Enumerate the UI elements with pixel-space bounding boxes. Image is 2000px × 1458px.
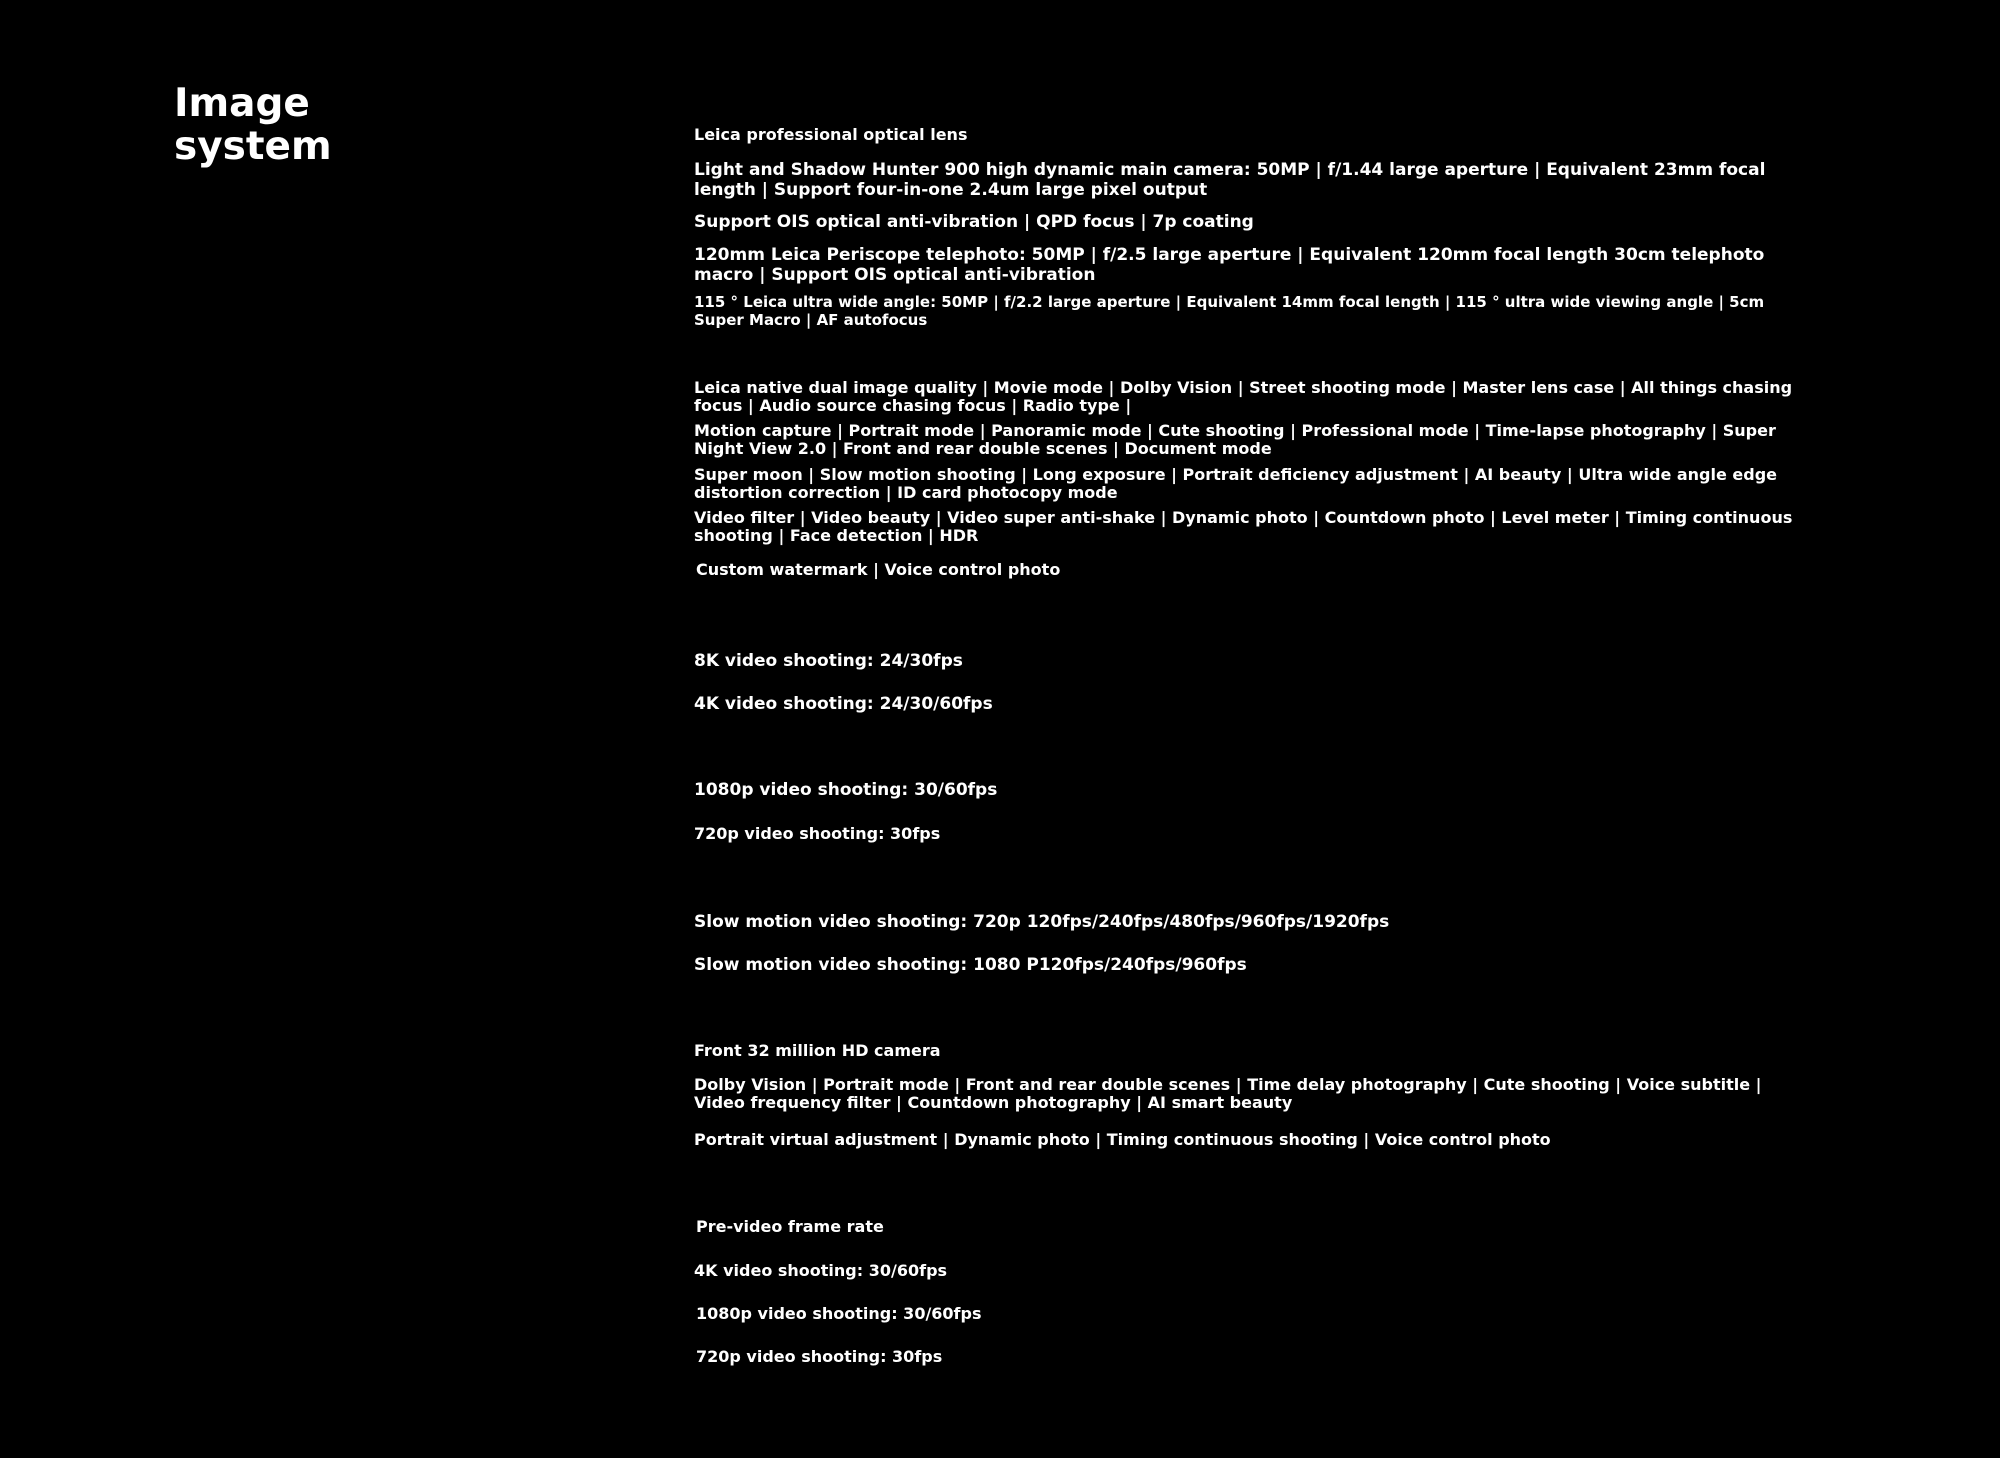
front-video-720p: 720p video shooting: 30fps xyxy=(696,1347,943,1366)
front-video-4k: 4K video shooting: 30/60fps xyxy=(694,1261,948,1280)
telephoto-spec: 120mm Leica Periscope telephoto: 50MP | f/2.5 large aperture | Equivalent 120mm focal length 30cm telephoto macro | Support OIS optical anti-vibration xyxy=(694,245,1765,285)
ultra-wide-spec: 115 ° Leica ultra wide angle: 50MP | f/2.2 large aperture | Equivalent 14mm focal length | 115 ° ultra wide viewing angle | 5cm Super Macro | AF autofocus xyxy=(694,293,1765,329)
front-video-heading: Pre-video frame rate xyxy=(696,1217,884,1236)
shooting-modes-line-4: Video filter | Video beauty | Video super anti-shake | Dynamic photo | Countdown photo | Level meter | Timing continuous shooting | Face detection | HDR xyxy=(694,508,1793,545)
front-camera-heading: Front 32 million HD camera xyxy=(694,1041,941,1060)
video-1080p: 1080p video shooting: 30/60fps xyxy=(694,780,998,800)
front-video-1080p: 1080p video shooting: 30/60fps xyxy=(696,1304,982,1323)
page-title: Image system xyxy=(174,81,332,169)
shooting-modes-line-5: Custom watermark | Voice control photo xyxy=(696,560,1061,579)
front-camera-features-1: Dolby Vision | Portrait mode | Front and rear double scenes | Time delay photography | Cute shooting | Voice subtitle | Video frequency filter | Countdown photography | AI smart beauty xyxy=(694,1075,1762,1112)
lens-heading: Leica professional optical lens xyxy=(694,125,968,144)
video-720p: 720p video shooting: 30fps xyxy=(694,824,941,843)
main-camera-features: Support OIS optical anti-vibration | QPD focus | 7p coating xyxy=(694,212,1254,232)
video-8k: 8K video shooting: 24/30fps xyxy=(694,651,963,671)
video-4k: 4K video shooting: 24/30/60fps xyxy=(694,694,993,714)
slow-motion-720p: Slow motion video shooting: 720p 120fps/240fps/480fps/960fps/1920fps xyxy=(694,912,1390,932)
slow-motion-1080p: Slow motion video shooting: 1080 P120fps/240fps/960fps xyxy=(694,955,1247,975)
shooting-modes-line-3: Super moon | Slow motion shooting | Long exposure | Portrait deficiency adjustment | AI beauty | Ultra wide angle edge distortion correction | ID card photocopy mode xyxy=(694,465,1778,502)
main-camera-spec: Light and Shadow Hunter 900 high dynamic main camera: 50MP | f/1.44 large aperture | Equivalent 23mm focal length | Support four-in-one 2.4um large pixel output xyxy=(694,160,1766,200)
front-camera-features-2: Portrait virtual adjustment | Dynamic photo | Timing continuous shooting | Voice control photo xyxy=(694,1130,1551,1149)
shooting-modes-line-2: Motion capture | Portrait mode | Panoramic mode | Cute shooting | Professional mode | Time-lapse photography | Super Night View 2.0 | Front and rear double scenes | Document mode xyxy=(694,421,1776,458)
shooting-modes-line-1: Leica native dual image quality | Movie mode | Dolby Vision | Street shooting mode | Master lens case | All things chasing focus | Audio source chasing focus | Radio type | xyxy=(694,378,1793,415)
